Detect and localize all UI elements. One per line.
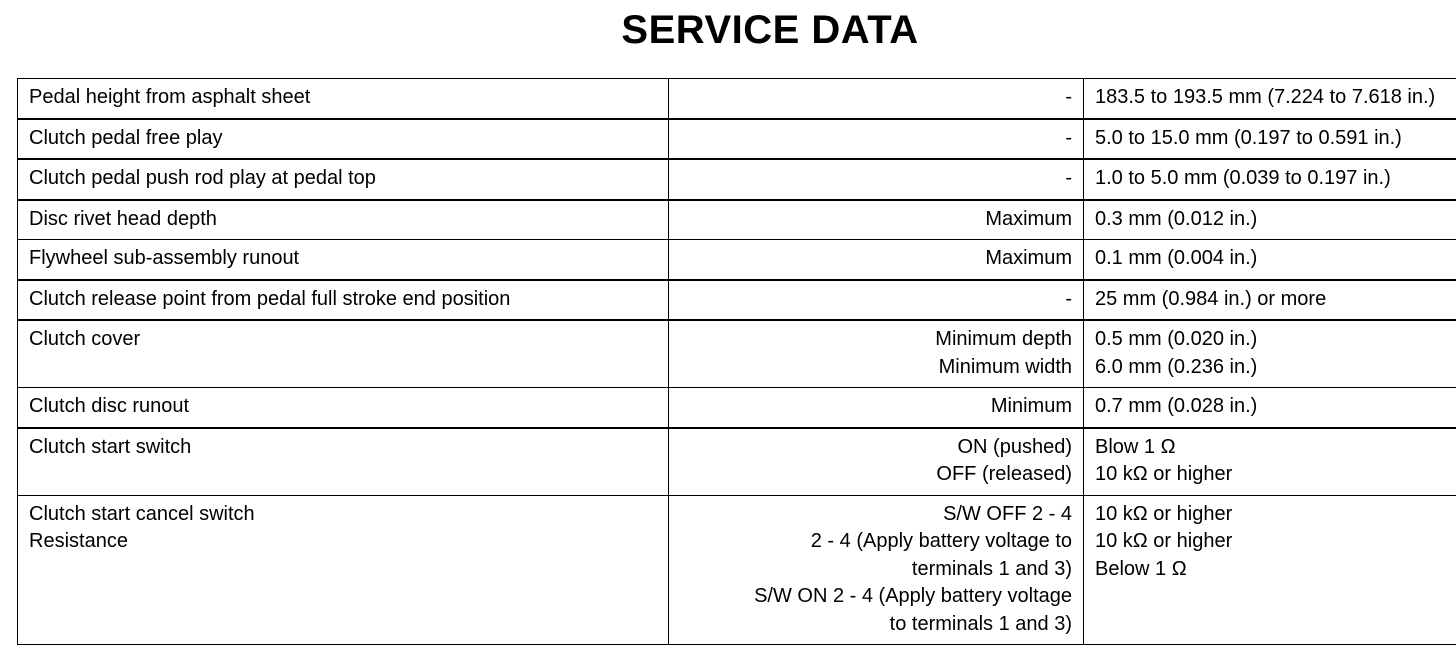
value-cell xyxy=(1084,200,1456,240)
value-cell xyxy=(1084,240,1456,280)
item-cell xyxy=(18,119,669,160)
service-data-table xyxy=(17,78,1456,645)
item-text: Clutch start cancel switch xyxy=(29,502,255,525)
condition-text: to terminals 1 and 3) xyxy=(889,612,1072,635)
table-row xyxy=(18,428,1456,496)
condition-cell xyxy=(669,200,1084,240)
item-text: Clutch cover xyxy=(29,328,141,350)
condition-text: Minimum depth xyxy=(935,328,1072,350)
condition-text: - xyxy=(1065,167,1072,189)
item-cell xyxy=(18,388,669,428)
value-cell xyxy=(1084,388,1456,428)
value-text: 0.1 mm (0.004 in.) xyxy=(1095,247,1258,269)
value-text: 6.0 mm (0.236 in.) xyxy=(1095,355,1258,378)
condition-cell xyxy=(669,320,1084,388)
value-text: Blow 1 Ω xyxy=(1095,435,1176,458)
value-text: 0.3 mm (0.012 in.) xyxy=(1095,207,1258,230)
item-cell xyxy=(18,200,669,240)
condition-cell xyxy=(669,280,1084,321)
value-text: 183.5 to 193.5 mm (7.224 to 7.618 in.) xyxy=(1095,86,1436,108)
value-cell xyxy=(1084,280,1456,321)
item-text: Pedal height from asphalt sheet xyxy=(29,86,311,108)
item-text: Clutch disc runout xyxy=(29,395,190,417)
condition-text: - xyxy=(1065,126,1072,149)
item-text: Flywheel sub-assembly runout xyxy=(29,247,300,269)
condition-text: S/W OFF 2 - 4 xyxy=(943,502,1072,525)
item-cell xyxy=(18,240,669,280)
value-cell xyxy=(1084,428,1456,496)
value-text: 10 kΩ or higher xyxy=(1095,502,1233,525)
condition-text: OFF (released) xyxy=(936,463,1072,485)
item-text: Clutch start switch xyxy=(29,435,192,458)
value-cell xyxy=(1084,495,1456,645)
condition-text: 2 - 4 (Apply battery voltage to xyxy=(810,530,1072,552)
item-cell xyxy=(18,495,669,645)
table-row xyxy=(18,200,1456,240)
condition-cell xyxy=(669,79,1084,119)
table-row xyxy=(18,79,1456,119)
condition-cell xyxy=(669,119,1084,160)
table-row xyxy=(18,240,1456,280)
value-text: 1.0 to 5.0 mm (0.039 to 0.197 in.) xyxy=(1095,167,1391,189)
table-row xyxy=(18,320,1456,388)
condition-cell xyxy=(669,495,1084,645)
condition-text: - xyxy=(1065,86,1072,108)
item-cell xyxy=(18,159,669,200)
condition-text: terminals 1 and 3) xyxy=(911,557,1072,580)
value-text: 25 mm (0.984 in.) or more xyxy=(1095,287,1327,310)
value-cell xyxy=(1084,119,1456,160)
condition-text: Minimum width xyxy=(938,355,1072,378)
page-title: SERVICE DATA xyxy=(621,8,919,52)
table-row xyxy=(18,119,1456,160)
table-row xyxy=(18,159,1456,200)
item-text: Clutch pedal push rod play at pedal top xyxy=(29,167,376,189)
value-text: 5.0 to 15.0 mm (0.197 to 0.591 in.) xyxy=(1095,126,1402,149)
item-cell xyxy=(18,320,669,388)
value-cell xyxy=(1084,320,1456,388)
condition-text: Maximum xyxy=(985,247,1072,269)
value-text: 0.7 mm (0.028 in.) xyxy=(1095,395,1258,417)
table-row xyxy=(18,388,1456,428)
item-text: Clutch pedal free play xyxy=(29,126,223,149)
condition-text: Minimum xyxy=(990,395,1072,417)
condition-cell xyxy=(669,159,1084,200)
value-text: 0.5 mm (0.020 in.) xyxy=(1095,328,1258,350)
item-cell xyxy=(18,79,669,119)
condition-cell xyxy=(669,388,1084,428)
item-text: Resistance xyxy=(29,530,128,552)
value-text: Below 1 Ω xyxy=(1095,557,1187,580)
condition-text: S/W ON 2 - 4 (Apply battery voltage xyxy=(754,585,1072,607)
condition-cell xyxy=(669,240,1084,280)
table-row xyxy=(18,280,1456,321)
value-text: 10 kΩ or higher xyxy=(1095,463,1233,485)
table-row xyxy=(18,495,1456,645)
condition-text: Maximum xyxy=(985,207,1072,230)
item-cell xyxy=(18,428,669,496)
value-text: 10 kΩ or higher xyxy=(1095,530,1233,552)
item-text: Clutch release point from pedal full stroke end position xyxy=(29,287,511,310)
value-cell xyxy=(1084,79,1456,119)
condition-text: - xyxy=(1065,287,1072,310)
item-text: Disc rivet head depth xyxy=(29,207,217,230)
item-cell xyxy=(18,280,669,321)
value-cell xyxy=(1084,159,1456,200)
condition-text: ON (pushed) xyxy=(957,435,1072,458)
condition-cell xyxy=(669,428,1084,496)
